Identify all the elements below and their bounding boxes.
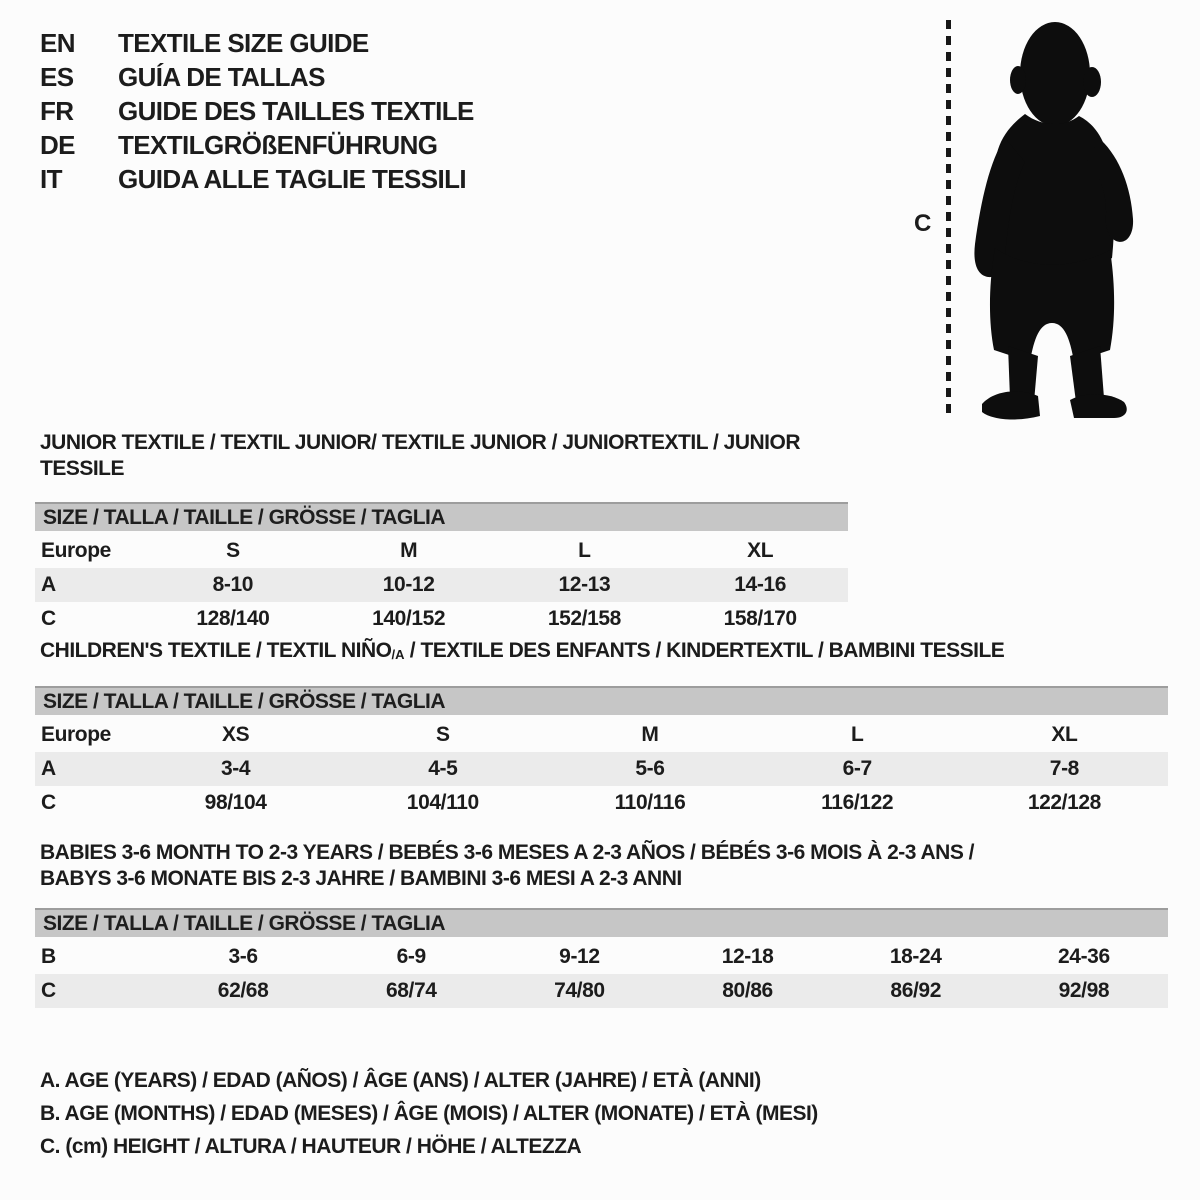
table-cell: XL bbox=[747, 539, 774, 562]
language-row bbox=[40, 60, 474, 94]
size-header-bar: SIZE / TALLA / TAILLE / GRÖSSE / TAGLIA bbox=[35, 686, 1168, 715]
table-cell: M bbox=[400, 539, 418, 562]
section-title bbox=[35, 638, 1168, 666]
language-row bbox=[40, 162, 474, 196]
row-label: B bbox=[41, 945, 56, 968]
babies-size-table bbox=[35, 940, 1168, 1008]
guide-title: TEXTILE SIZE GUIDE bbox=[118, 28, 369, 58]
language-row bbox=[40, 26, 474, 60]
guide-title: GUÍA DE TALLAS bbox=[118, 62, 325, 92]
language-code: EN bbox=[40, 28, 75, 58]
table-cell: 92/98 bbox=[1058, 979, 1110, 1002]
row-label: A bbox=[41, 757, 56, 780]
guide-title: TEXTILGRÖßENFÜHRUNG bbox=[118, 130, 438, 160]
table-cell: 80/86 bbox=[722, 979, 773, 1002]
height-measure-figure bbox=[900, 12, 1195, 427]
table-cell: 18-24 bbox=[889, 945, 942, 968]
legend-line-c: C. (cm) HEIGHT / ALTURA / HAUTEUR / HÖHE / ALTEZZA bbox=[40, 1135, 582, 1158]
legend-line-a: A. AGE (YEARS) / EDAD (AÑOS) / ÂGE (ANS) / ALTER (JAHRE) / ETÀ (ANNI) bbox=[40, 1069, 761, 1092]
table-cell: 68/74 bbox=[385, 979, 437, 1002]
junior-size-table bbox=[35, 534, 848, 636]
table-cell: 5-6 bbox=[635, 757, 665, 780]
table-cell: 110/116 bbox=[614, 791, 686, 814]
section-title-subscript: /A bbox=[391, 647, 405, 662]
table-cell: 3-6 bbox=[228, 945, 258, 968]
table-cell: 3-4 bbox=[221, 757, 251, 780]
legend-line-b: B. AGE (MONTHS) / EDAD (MESES) / ÂGE (MOIS) / ALTER (MONATE) / ETÀ (MESI) bbox=[40, 1102, 818, 1125]
row-label: C bbox=[41, 607, 56, 630]
table-row bbox=[35, 718, 1168, 752]
language-row bbox=[40, 128, 474, 162]
section-babies-textile bbox=[35, 840, 1168, 1008]
guide-title: GUIDA ALLE TAGLIE TESSILI bbox=[118, 164, 467, 194]
section-title bbox=[35, 840, 1168, 892]
table-cell: L bbox=[850, 723, 864, 746]
row-label: Europe bbox=[41, 539, 111, 562]
section-childrens-textile bbox=[35, 638, 1168, 820]
table-cell: 9-12 bbox=[559, 945, 600, 968]
table-cell: L bbox=[578, 539, 591, 562]
table-cell: 98/104 bbox=[204, 791, 267, 814]
size-header-bar: SIZE / TALLA / TAILLE / GRÖSSE / TAGLIA bbox=[35, 502, 848, 531]
language-title-list bbox=[40, 26, 474, 196]
table-cell: 12-18 bbox=[721, 945, 774, 968]
table-cell: 152/158 bbox=[547, 607, 621, 630]
table-cell: 14-16 bbox=[734, 573, 786, 596]
table-cell: 104/110 bbox=[406, 791, 479, 814]
table-cell: 122/128 bbox=[1027, 791, 1101, 814]
language-row bbox=[40, 94, 474, 128]
table-cell: M bbox=[641, 723, 659, 746]
children-size-table bbox=[35, 718, 1168, 820]
table-cell: 8-10 bbox=[212, 573, 254, 596]
table-cell: 116/122 bbox=[821, 791, 894, 814]
section-title-text: / TEXTILE DES ENFANTS / KINDERTEXTIL / BAMBINI TESSILE bbox=[404, 639, 1005, 662]
table-cell: 7-8 bbox=[1049, 757, 1079, 780]
language-code: DE bbox=[40, 130, 75, 160]
table-cell: XS bbox=[221, 723, 250, 746]
table-row bbox=[35, 568, 848, 602]
size-header-bar: SIZE / TALLA / TAILLE / GRÖSSE / TAGLIA bbox=[35, 908, 1168, 937]
measurement-legend bbox=[40, 1064, 818, 1163]
section-title-text: CHILDREN'S TEXTILE / TEXTIL NIÑO bbox=[40, 639, 392, 662]
section-title-line1: BABIES 3-6 MONTH TO 2-3 YEARS / BEBÉS 3-6 MESES A 2-3 AÑOS / BÉBÉS 3-6 MOIS À 2-3 ANS / bbox=[40, 841, 975, 864]
table-row bbox=[35, 974, 1168, 1008]
table-cell: 6-9 bbox=[396, 945, 426, 968]
guide-title: GUIDE DES TAILLES TEXTILE bbox=[118, 96, 474, 126]
row-label: C bbox=[41, 791, 56, 814]
table-cell: 74/80 bbox=[554, 979, 605, 1002]
section-title-line2: BABYS 3-6 MONATE BIS 2-3 JAHRE / BAMBINI 3-6 MESI A 2-3 ANNI bbox=[40, 867, 682, 890]
table-cell: 24-36 bbox=[1058, 945, 1110, 968]
table-cell: 62/68 bbox=[217, 979, 269, 1002]
language-code: IT bbox=[40, 164, 62, 194]
table-cell: 86/92 bbox=[890, 979, 941, 1002]
toddler-silhouette-icon bbox=[963, 18, 1141, 422]
section-junior-textile bbox=[35, 430, 848, 636]
row-label: C bbox=[41, 979, 56, 1002]
table-cell: 10-12 bbox=[382, 573, 435, 596]
table-row bbox=[35, 602, 848, 636]
table-cell: 12-13 bbox=[558, 573, 611, 596]
table-cell: S bbox=[226, 539, 240, 562]
table-cell: XL bbox=[1051, 723, 1078, 746]
height-measure-dashed-line bbox=[946, 20, 951, 416]
language-code: FR bbox=[40, 96, 74, 126]
table-cell: 158/170 bbox=[723, 607, 797, 630]
row-label: Europe bbox=[41, 723, 111, 746]
table-cell: S bbox=[435, 723, 450, 746]
table-cell: 6-7 bbox=[842, 757, 872, 780]
table-row bbox=[35, 786, 1168, 820]
table-cell: 4-5 bbox=[428, 757, 458, 780]
section-title: JUNIOR TEXTILE / TEXTIL JUNIOR/ TEXTILE JUNIOR / JUNIORTEXTIL / JUNIOR TESSILE bbox=[40, 431, 800, 480]
table-cell: 140/152 bbox=[372, 607, 446, 630]
table-row bbox=[35, 534, 848, 568]
table-row bbox=[35, 752, 1168, 786]
table-cell: 128/140 bbox=[196, 607, 270, 630]
row-label: A bbox=[41, 573, 56, 596]
table-row bbox=[35, 940, 1168, 974]
measure-label-c: C bbox=[914, 210, 932, 237]
language-code: ES bbox=[40, 62, 74, 92]
